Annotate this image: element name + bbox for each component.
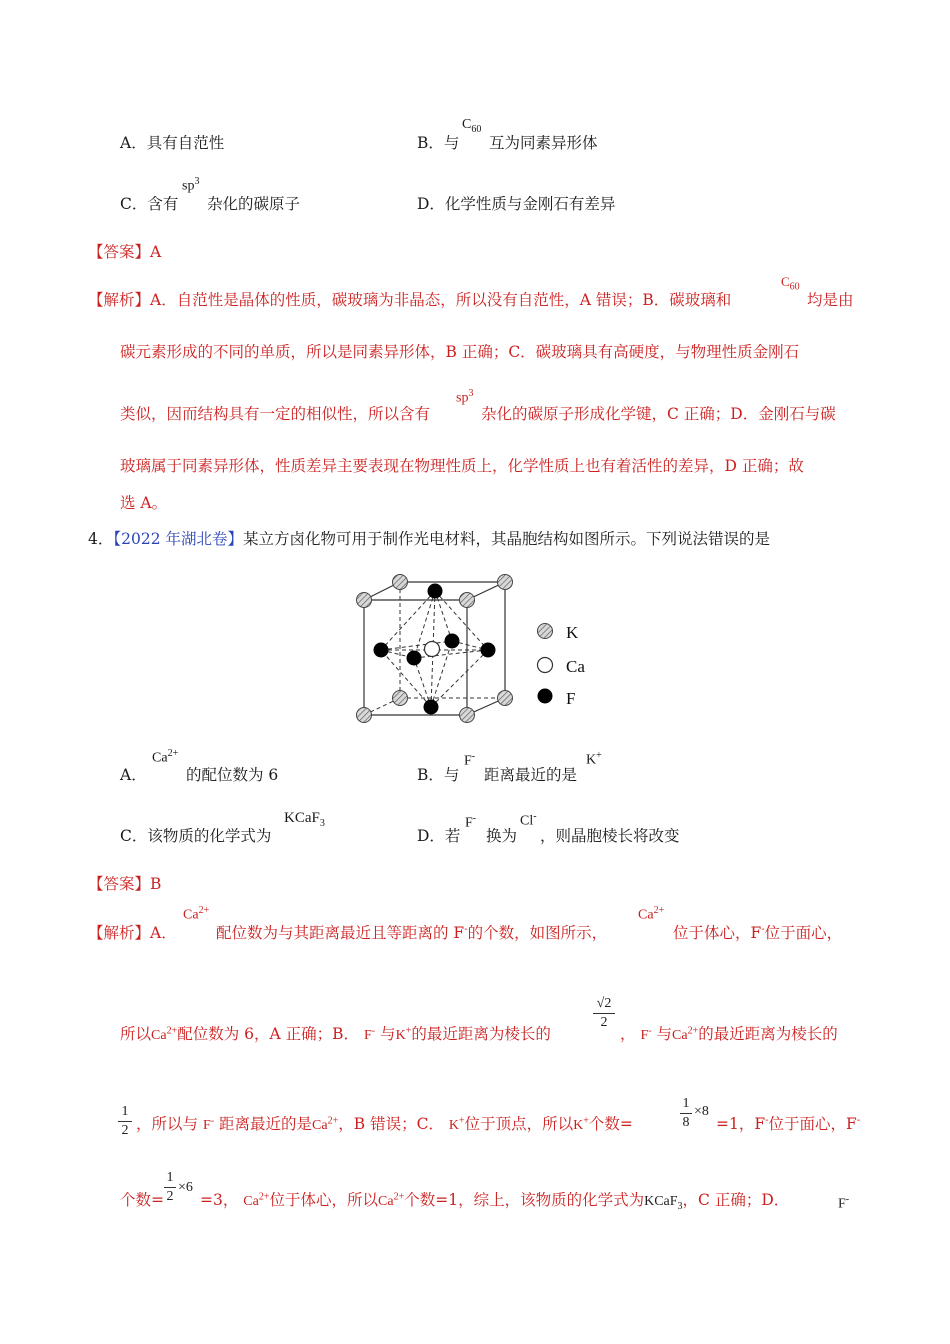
q3-analysis-line-4: 玻璃属于同素异形体，性质差异主要表现在物理性质上，化学性质上也有着活性的差异，D 正确；故 [120,457,804,475]
times-8: ×8 [694,1104,709,1119]
analysis-text: 的个数，如图所示， [467,924,608,942]
chem-sup: 2+ [198,905,210,916]
q3-option-b-rest: 互为同素异形体 [489,134,598,152]
f-ion [838,1194,849,1213]
q4-option-d-f [465,813,476,832]
chem-sup: + [583,1115,589,1127]
legend-f-label: F [566,689,576,708]
q4-option-c: C．该物质的化学式为 [120,827,272,845]
q3-option-c-rest: 杂化的碳原子 [207,195,301,213]
ca-ion [183,905,209,924]
fraction-bar [593,1013,615,1014]
chem-symbol: F [838,1196,846,1212]
k-ion [448,1115,465,1133]
answer-value: A [150,243,162,261]
k-atom [460,593,475,608]
kcaf3-formula [644,1194,683,1212]
ca-ion [672,1025,699,1043]
q3-analysis-line-2: 碳元素形成的不同的单质，所以是同素异形体，B 正确；C．碳玻璃具有高硬度，与物理性质金刚石 [120,343,800,361]
f-atom [428,584,443,599]
chem-sup: 2+ [258,1191,270,1203]
chem-symbol: KCaF [284,810,320,826]
fraction-1-over-2 [118,1104,132,1139]
chem-sup: - [371,1025,376,1037]
q3-analysis-line-3: 类似，因而结构具有一定的相似性，所以含有 [120,405,431,423]
analysis-text: 位于顶点，所以 [464,1115,574,1133]
analysis-text: 距离最近的是 [219,1115,313,1133]
q3-option-b [417,131,459,153]
chem-symbol: Cl [520,813,534,829]
fraction-bar [118,1121,132,1122]
q3-option-b-formula [462,117,481,135]
k-atom [393,575,408,590]
chem-symbol: K [573,1118,584,1133]
k-atom [357,708,372,723]
f-ion [640,1025,652,1043]
q3-option-c: C．含有 [120,195,179,213]
chem-symbol: C [781,274,790,289]
chem-sup: 2+ [653,905,665,916]
analysis-label: 【解析】 [88,924,151,942]
chem-sub: 3 [677,1200,683,1212]
f-atom [407,651,422,666]
q3-analysis-line-3-end: 杂化的碳原子形成化学键，C 正确；D．金刚石与碳 [481,405,836,423]
question-number: 4． [88,530,114,548]
analysis-text: 个数= [588,1115,633,1133]
q4-option-b-f [464,751,475,770]
q3-option-d: D．化学性质与金刚石有差异 [417,195,616,213]
k-atom [357,593,372,608]
answer-value: B [150,875,162,893]
analysis-text: 位于面心，F [768,1115,857,1133]
analysis-text: A．自范性是晶体的性质，碳玻璃为非晶态，所以没有自范性，A 错误；B．碳玻璃和 [150,291,732,309]
chem-symbol: C [462,117,472,132]
analysis-text: 位于体心，所以 [269,1191,379,1209]
chem-symbol: Ca [152,750,168,766]
chem-sup: + [596,750,602,761]
q3-option-a: A．具有自范性 [120,134,225,152]
legend-k-label: K [566,623,579,642]
chem-symbol: F [363,1028,372,1043]
q4-analysis-line-1b [216,921,607,943]
chem-symbol: F [465,815,473,831]
chem-symbol: Ca [638,907,654,923]
q4-option-d-rest: ，则晶胞棱长将改变 [540,827,680,845]
chem-sup: + [459,1115,465,1127]
q3-analysis-line-1 [88,288,731,310]
q4-option-d-cl [520,811,537,830]
chem-sup: 2+ [687,1025,699,1037]
q4-option-a-rest: 的配位数为 6 [186,766,279,784]
chem-sub: 3 [319,818,325,829]
analysis-text: 配位数为与其距离最近且等距离的 F [216,924,465,942]
question-text: 某立方卤化物可用于制作光电材料，其晶胞结构如图所示。下列说法错误的是 [243,530,771,548]
analysis-text: ，所以与 [136,1115,199,1133]
analysis-text: 与 [656,1025,673,1043]
q3-analysis-c60 [781,274,800,293]
chem-sup: - [472,813,477,824]
chem-symbol: F [464,753,472,769]
chem-sub: 60 [789,281,800,293]
chem-sup: - [845,1194,850,1205]
q4-option-c-formula [284,810,325,829]
q4-option-d: D．若 [417,827,461,845]
analysis-text: 配位数为 6，A 正确；B． [177,1025,360,1043]
chem-sup: - [856,1114,861,1126]
chem-symbol: K [448,1118,459,1133]
chem-sup: - [648,1025,652,1037]
chem-symbol: Ca [151,1028,167,1043]
analysis-text: 的最近距离为棱长的 [411,1025,551,1043]
chem-symbol: sp [456,390,469,406]
chem-symbol: KCaF [644,1194,678,1209]
q4-option-a: A． [120,766,147,784]
ca-ion [378,1191,405,1209]
chem-symbol: F [640,1028,649,1043]
ca-ion [243,1191,270,1209]
f-atom [374,643,389,658]
chem-symbol: K [395,1028,406,1043]
q4-analysis-line-1c [673,921,842,943]
q4-analysis-line-1a [88,921,177,943]
ca-ion [151,1025,178,1043]
chem-sup: - [761,923,765,935]
k-atom [393,691,408,706]
chem-sup: - [765,1114,769,1126]
ca-atom [425,642,440,657]
legend-ca-label: Ca [566,657,585,676]
option-text: B．与 [417,134,460,152]
chem-sub: 60 [471,123,482,135]
analysis-text: A． [150,924,177,942]
chem-symbol: Ca [183,907,199,923]
fraction-bar [164,1187,176,1188]
q4-option-d-mid: 换为 [486,827,518,845]
q4-analysis-line-3c [716,1112,860,1134]
chem-sup: - [464,923,468,935]
q4-analysis-line-3 [136,1112,633,1134]
fraction-sqrt2-over-2 [593,996,615,1031]
ca-ion [638,905,664,924]
analysis-text: 位于面心， [764,924,843,942]
chem-sup: + [405,1025,412,1037]
f-atom [424,700,439,715]
chem-symbol: Ca [378,1194,394,1209]
k-ion [395,1025,412,1043]
q4-option-b-mid: 距离最近的是 [484,766,578,784]
chem-symbol: sp [182,178,195,194]
analysis-text: ， [620,1025,636,1043]
chem-sup: - [471,751,476,762]
fraction-numerator: 1 [682,1096,690,1111]
legend-f-icon [538,689,553,704]
analysis-text: ，C 正确；D． [682,1191,790,1209]
q4-analysis-line-4b [200,1188,789,1212]
fraction-numerator: √2 [596,996,612,1011]
chem-sup: 2+ [393,1191,405,1203]
q4-answer [88,872,161,894]
q4-option-b-k [586,750,602,769]
question-source: 【2022 年湖北卷】 [113,530,243,548]
q3-analysis-sp3 [456,388,473,407]
chem-symbol: K [586,752,597,768]
chem-sup: 2+ [166,1025,178,1037]
f-ion [363,1025,376,1043]
chem-symbol: Ca [312,1118,328,1133]
q4-option-b: B．与 [417,766,460,784]
k-atom [498,691,513,706]
fraction-1-over-8 [680,1096,692,1131]
k-atom [498,575,513,590]
chem-symbol: Ca [672,1028,688,1043]
analysis-text: ，B 错误；C． [338,1115,444,1133]
analysis-text: =1，F [716,1115,766,1133]
q4-analysis-line-2b [620,1022,838,1044]
chem-sup: 2+ [327,1115,339,1127]
fraction-numerator: 1 [121,1104,129,1119]
fraction-denominator: 2 [600,1015,608,1030]
chem-sup: 3 [468,388,474,399]
fraction-denominator: 8 [682,1115,690,1130]
fraction-1-over-2 [164,1170,176,1205]
f-ion [202,1115,215,1133]
fraction-bar [680,1113,692,1114]
f-atom [445,634,460,649]
times-6: ×6 [178,1180,193,1195]
q3-analysis-line-5: 选 A。 [120,494,168,512]
k-atom [460,708,475,723]
chem-sup: 3 [194,176,200,187]
fraction-denominator: 2 [121,1123,129,1138]
chem-symbol: Ca [243,1194,259,1209]
analysis-text: 位于体心，F [673,924,762,942]
q4-stem [88,527,770,549]
fraction-denominator: 2 [166,1189,174,1204]
analysis-text: 个数=1，综上，该物质的化学式为 [404,1191,645,1209]
q4-analysis-line-2 [120,1022,551,1044]
chem-sup: 2+ [167,748,179,759]
chem-sup: - [533,811,537,822]
q4-option-a-formula [152,748,178,767]
q3-answer [88,240,161,262]
f-atom [481,643,496,658]
answer-label: 【答案】 [88,243,151,261]
q4-analysis-line-4a: 个数= [120,1191,164,1209]
q3-analysis-line-1-end: 均是由 [807,291,854,309]
answer-label: 【答案】 [88,875,151,893]
chem-sup: - [210,1115,215,1127]
analysis-text: 所以 [120,1025,152,1043]
legend-k-icon [538,624,553,639]
analysis-text: =3， [200,1191,239,1209]
analysis-text: 与 [380,1025,396,1043]
q3-option-c-formula [182,176,199,195]
ca-ion [312,1115,339,1133]
fraction-numerator: 1 [166,1170,174,1185]
chem-symbol: F [202,1118,211,1133]
legend-ca-icon [538,658,553,673]
k-ion [573,1115,589,1133]
analysis-label: 【解析】 [88,291,151,309]
analysis-text: 的最近距离为棱长的 [698,1025,838,1043]
crystal-cell-figure [340,570,610,735]
